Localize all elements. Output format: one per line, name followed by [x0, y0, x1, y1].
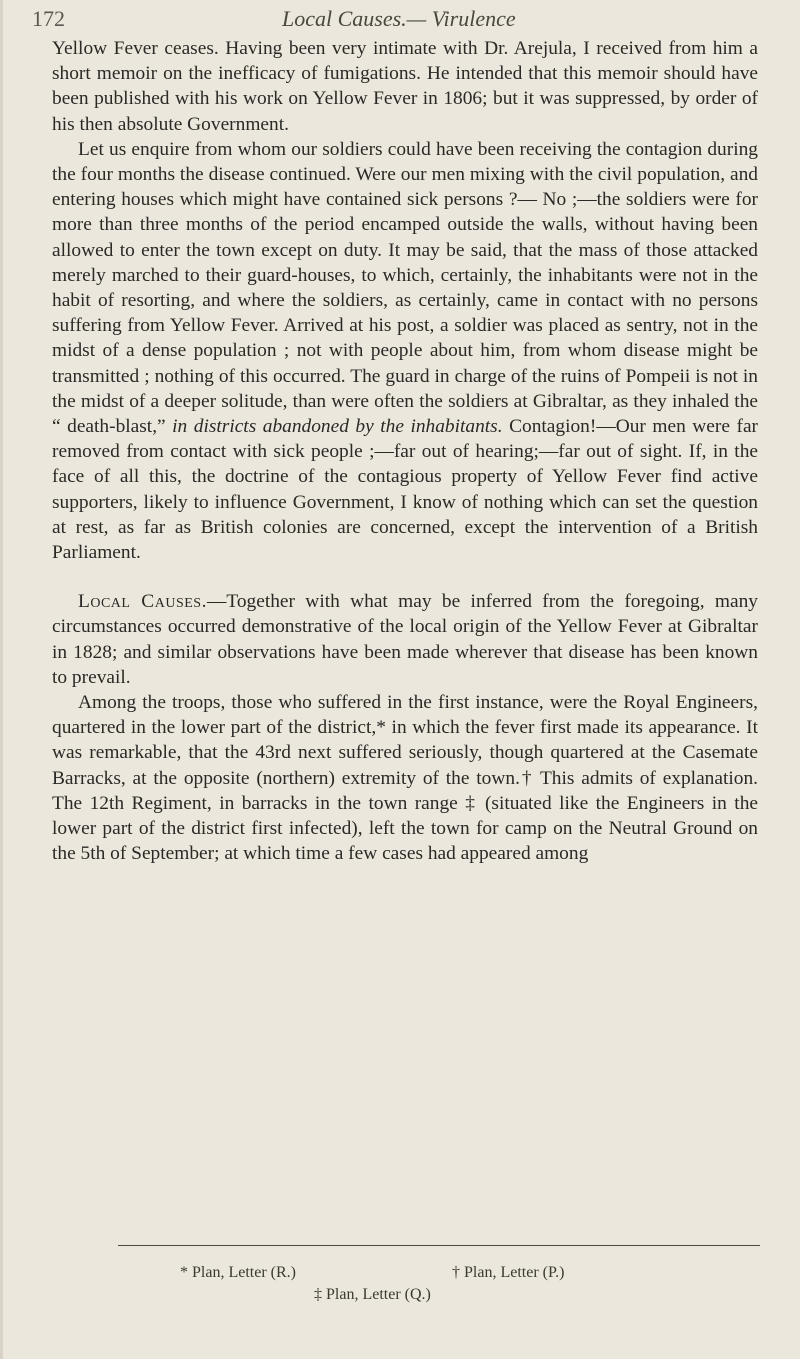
paragraph-contagion-text-b: Contagion!—Our men were far removed from contact with sick people ;—far out of hearing;—far out of sight. If, in the face of all this, the doctrine of the contagious property of Yellow Fever find active supporters, likely to influence Government, I know of nothing which can set the question at rest, as far as British colonies are concerned, except the intervention of a British Parliament.: [52, 416, 759, 564]
running-title: Local Causes.— Virulence: [282, 6, 516, 31]
footnote-dagger: † Plan, Letter (P.): [452, 1264, 565, 1281]
paragraph-troops: Among the troops, those who suffered in the first instance, were the Royal Engineers, quartered in the lower part of the district,* in which the fever first made its appearance. It was remarkable, that the 43rd next suffered seriously, though quartered at the Casemate Barracks, at the opposite (northern) extremity of the town.† This admits of explanation. The 12th Regiment, in barracks in the town range ‡ (situated like the Engineers in the lower part of the district first infected), left the town for camp on the Neutral Ground on the 5th of September; at which time a few cases had appeared among: [52, 692, 758, 865]
page-number: 172: [32, 6, 65, 31]
footnote-row: [180, 1262, 740, 1284]
body-text: [52, 36, 758, 867]
paragraph-local-causes: [52, 589, 758, 690]
footnote-rule: [118, 1245, 760, 1246]
footnote-double-dagger: ‡ Plan, Letter (Q.): [314, 1286, 431, 1303]
section-heading-local-causes: Local Causes.: [78, 591, 207, 613]
paragraph-contagion-emphasis: in districts abandoned by the inhabitants.: [172, 416, 503, 438]
left-margin-shadow: [0, 0, 3, 1359]
footnote-star: * Plan, Letter (R.): [180, 1264, 296, 1281]
footnotes: [180, 1262, 740, 1306]
paragraph-fumigation-memoir: Yellow Fever ceases. Having been very intimate with Dr. Arejula, I received from him a short memoir on the inefficacy of fumigations. He intended that this memoir should have been published with his work on Yellow Fever in 1806; but it was suppressed, by order of his then absolute Government.: [52, 38, 758, 135]
paragraph-contagion-source: [52, 137, 758, 565]
paragraph-contagion-text-a: Let us enquire from whom our soldiers could have been receiving the contagion during the four months the disease continued. Were our men mixing with the civil population, and entering houses which might have contained sick persons ?— No ;—the soldiers were for more than three months of the period encamped outside the walls, without having been allowed to enter the town except on duty. It may be said, that the mass of those attacked merely marched to their guard-houses, to which, certainly, the inhabitants were not in the habit of resorting, and where the soldiers, as certainly, came in contact with no persons suffering from Yellow Fever. Arrived at his post, a soldier was placed as sentry, not in the midst of a dense population ; not with people about him, from whom disease might be transmitted ; nothing of this occurred. The guard in charge of the ruins of Pompeii is not in the midst of a deeper solitude, than were often the soldiers at Gibraltar, as they inhaled the “ death-blast,”: [52, 138, 758, 438]
running-head: [30, 6, 770, 36]
footnote-row: [180, 1284, 740, 1306]
paragraph-local-causes-text: —Together with what may be inferred from the foregoing, many circumstances occurred demonstrative of the local origin of the Yellow Fever at Gibraltar in 1828; and similar observations have been made wherever that disease has been known to prevail.: [52, 591, 758, 688]
